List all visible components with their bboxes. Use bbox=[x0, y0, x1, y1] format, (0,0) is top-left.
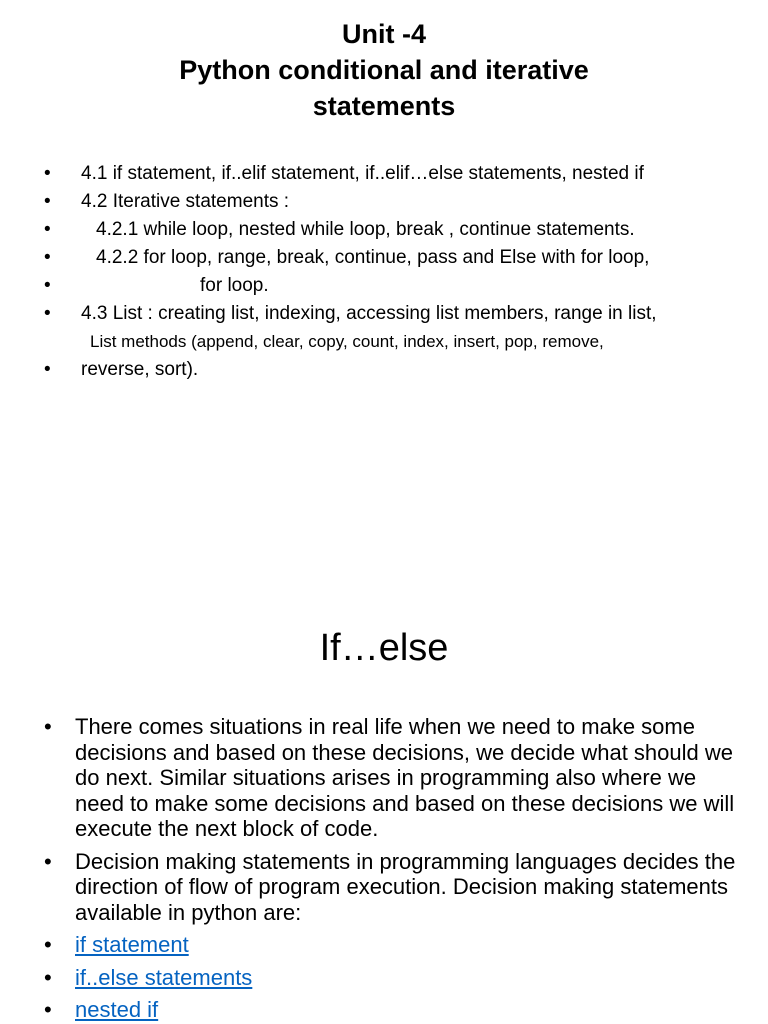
bullet-icon: • bbox=[44, 359, 51, 380]
content-list bbox=[0, 714, 768, 1024]
list-item-text: 4.1 if statement, if..elif statement, if..elif…else statements, nested if bbox=[81, 163, 644, 184]
slide-if-else bbox=[0, 580, 768, 1024]
slide-title bbox=[0, 16, 768, 124]
bullet-icon: • bbox=[44, 932, 52, 957]
list-item bbox=[0, 932, 768, 958]
paragraph-text: Decision making statements in programming languages decides the direction of flow of program execution. Decision making statements available in python are: bbox=[75, 848, 736, 925]
bullet-icon: • bbox=[44, 714, 52, 739]
list-item bbox=[0, 356, 768, 384]
title-line-3: statements bbox=[312, 91, 456, 121]
link-nested-if[interactable]: nested if bbox=[75, 997, 159, 1022]
list-continuation bbox=[0, 328, 768, 356]
bullet-icon: • bbox=[44, 163, 51, 184]
bullet-icon: • bbox=[44, 219, 51, 240]
title-line-2: Python conditional and iterative bbox=[179, 55, 589, 85]
list-item bbox=[0, 714, 768, 842]
list-item-text: 4.2.2 for loop, range, break, continue, pass and Else with for loop, bbox=[96, 247, 650, 268]
topic-list bbox=[0, 160, 768, 384]
list-item bbox=[0, 849, 768, 926]
bullet-icon: • bbox=[44, 303, 51, 324]
link-if-else-statements[interactable]: if..else statements bbox=[75, 964, 253, 990]
list-item bbox=[0, 300, 768, 328]
list-item bbox=[0, 965, 768, 991]
list-item bbox=[0, 160, 768, 188]
bullet-icon: • bbox=[44, 964, 52, 990]
list-item-text: reverse, sort). bbox=[81, 359, 199, 380]
bullet-icon: • bbox=[44, 191, 51, 212]
bullet-icon: • bbox=[44, 848, 52, 874]
bullet-icon: • bbox=[44, 247, 51, 268]
list-item bbox=[0, 997, 768, 1023]
list-item bbox=[0, 272, 768, 300]
list-item-text: 4.3 List : creating list, indexing, accessing list members, range in list, bbox=[81, 303, 657, 324]
list-item-text: 4.2.1 while loop, nested while loop, break , continue statements. bbox=[96, 219, 635, 240]
list-item bbox=[0, 216, 768, 244]
list-item-text: 4.2 Iterative statements : bbox=[81, 191, 290, 212]
slide-title: If…else bbox=[319, 627, 449, 669]
link-if-statement[interactable]: if statement bbox=[75, 932, 189, 957]
paragraph-text: There comes situations in real life when we need to make some decisions and based on these decisions, we decide what should we do next. Similar situations arises in programming also where we need to make some decisions and based on these decisions we will execute the next block of code. bbox=[75, 714, 735, 841]
title-line-1: Unit -4 bbox=[342, 19, 426, 49]
bullet-icon: • bbox=[44, 275, 51, 296]
list-item bbox=[0, 188, 768, 216]
list-item bbox=[0, 244, 768, 272]
list-item-text: List methods (append, clear, copy, count, index, insert, pop, remove, bbox=[90, 332, 604, 351]
list-item-text: for loop. bbox=[200, 275, 269, 296]
bullet-icon: • bbox=[44, 997, 52, 1022]
